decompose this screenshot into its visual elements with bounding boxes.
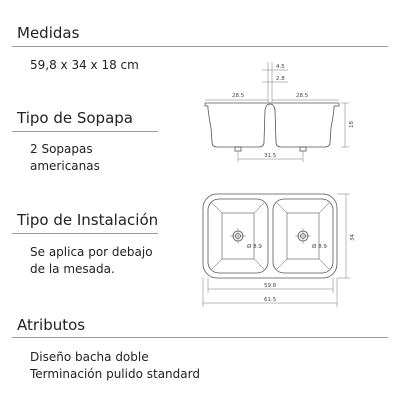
dim-left-basin: 28.5 bbox=[232, 93, 245, 99]
top-view-drawing bbox=[203, 194, 337, 278]
instalacion-line-2: de la mesada. bbox=[30, 262, 115, 276]
dim-gap: 2.8 bbox=[276, 76, 285, 82]
dim-outer-width: 61.5 bbox=[264, 297, 277, 303]
sopapa-line-1: 2 Sopapas bbox=[30, 142, 93, 156]
dim-drain-left: Ø 8.9 bbox=[247, 244, 262, 250]
medidas-value: 59,8 x 34 x 18 cm bbox=[30, 58, 139, 72]
dim-drain-right: Ø 8.9 bbox=[312, 244, 327, 250]
dim-flange: 4.5 bbox=[276, 64, 285, 70]
dim-depth: 34 bbox=[350, 234, 356, 241]
sopapa-line-2: americanas bbox=[30, 159, 100, 173]
section-heading-instalacion: Tipo de Instalación bbox=[17, 211, 159, 229]
dim-right-basin: 28.5 bbox=[296, 93, 309, 99]
section-heading-sopapa: Tipo de Sopapa bbox=[17, 109, 133, 127]
top-view-dimensions bbox=[203, 194, 350, 307]
dim-height: 18 bbox=[349, 121, 355, 128]
atributos-line-1: Diseño bacha doble bbox=[30, 350, 149, 364]
dim-drain-spacing: 31.5 bbox=[264, 153, 277, 159]
atributos-line-2: Terminación pulido standard bbox=[30, 367, 200, 381]
section-heading-atributos: Atributos bbox=[17, 316, 86, 334]
instalacion-line-1: Se aplica por debajo bbox=[30, 245, 153, 259]
section-heading-medidas: Medidas bbox=[17, 24, 80, 42]
side-view-drawing bbox=[205, 103, 339, 151]
dim-inner-width: 59.8 bbox=[264, 283, 277, 289]
